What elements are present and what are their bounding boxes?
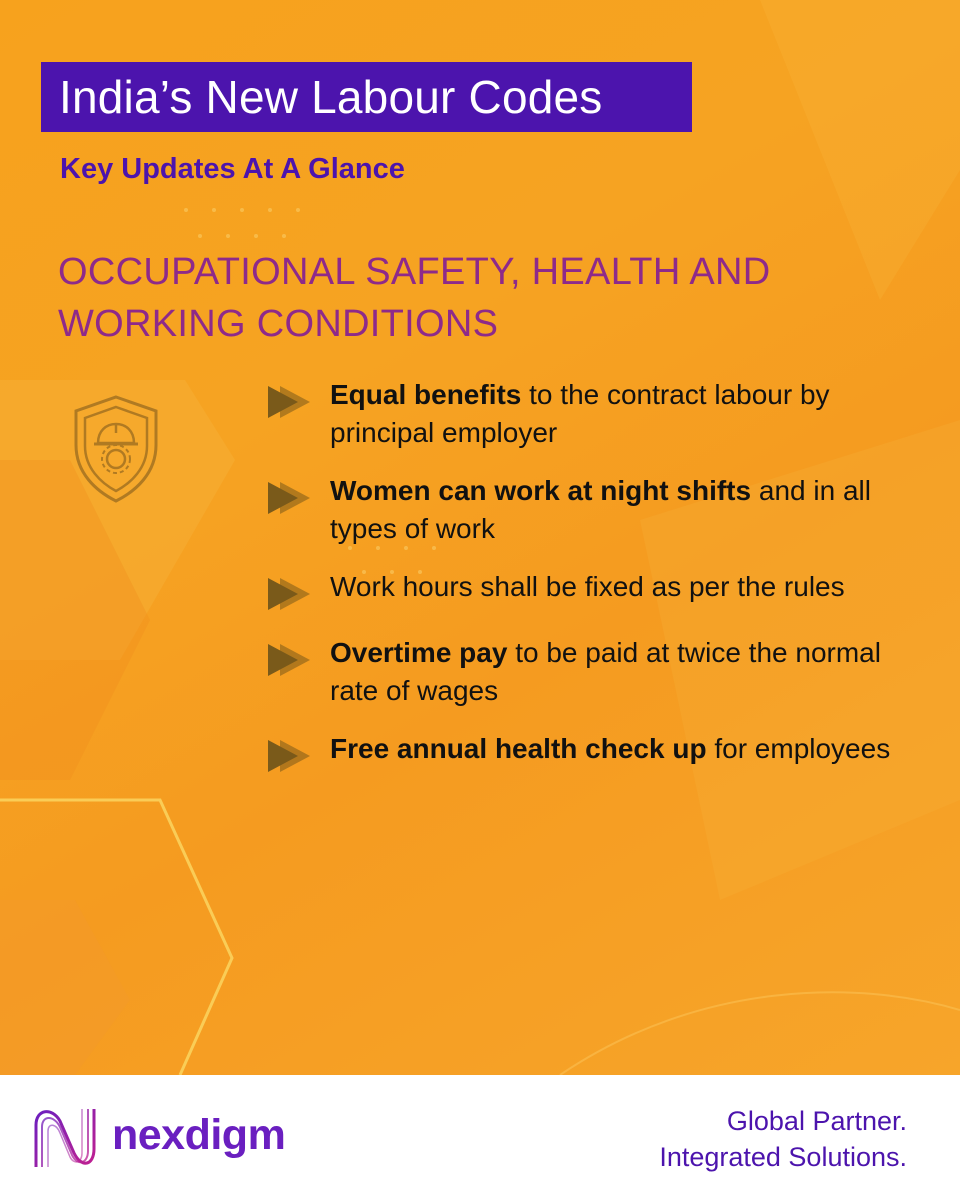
page-subtitle: Key Updates At A Glance — [60, 153, 405, 185]
point-highlight: Free annual health check up — [330, 733, 707, 764]
point-highlight: Overtime pay — [330, 637, 508, 668]
point-text: to be paid at twice the normal rate of wages — [330, 637, 881, 706]
nexdigm-logo-mark-icon — [30, 1103, 100, 1173]
point-text: for employees — [706, 733, 891, 764]
point-highlight: Equal benefits — [330, 379, 522, 410]
play-arrow-icon — [268, 478, 320, 518]
tagline-line-2: Integrated Solutions. — [659, 1142, 907, 1172]
play-arrow-icon — [268, 382, 320, 422]
tagline-line-1: Global Partner. — [726, 1106, 907, 1136]
list-item — [268, 568, 928, 614]
section-heading: OCCUPATIONAL SAFETY, HEALTH AND WORKING CONDITIONS — [58, 251, 771, 345]
play-arrow-icon — [268, 574, 320, 614]
list-item — [268, 730, 928, 776]
play-arrow-icon — [268, 640, 320, 680]
worker-safety-shield-icon — [70, 393, 162, 505]
list-item — [268, 634, 928, 710]
point-text: to the contract labour by principal employer — [330, 379, 830, 448]
list-item — [268, 472, 928, 548]
key-points-list — [268, 376, 928, 796]
point-text: and in all types of work — [330, 475, 871, 544]
tagline — [659, 1103, 907, 1175]
footer-bar — [0, 1075, 960, 1200]
page-title: India’s New Labour Codes — [59, 71, 603, 123]
brand-name: nexdigm — [112, 1111, 286, 1159]
play-arrow-icon — [268, 736, 320, 776]
title-banner — [41, 62, 692, 132]
point-highlight: Women can work at night shifts — [330, 475, 752, 506]
point-text: Work hours shall be fixed as per the rules — [330, 571, 845, 602]
list-item — [268, 376, 928, 452]
